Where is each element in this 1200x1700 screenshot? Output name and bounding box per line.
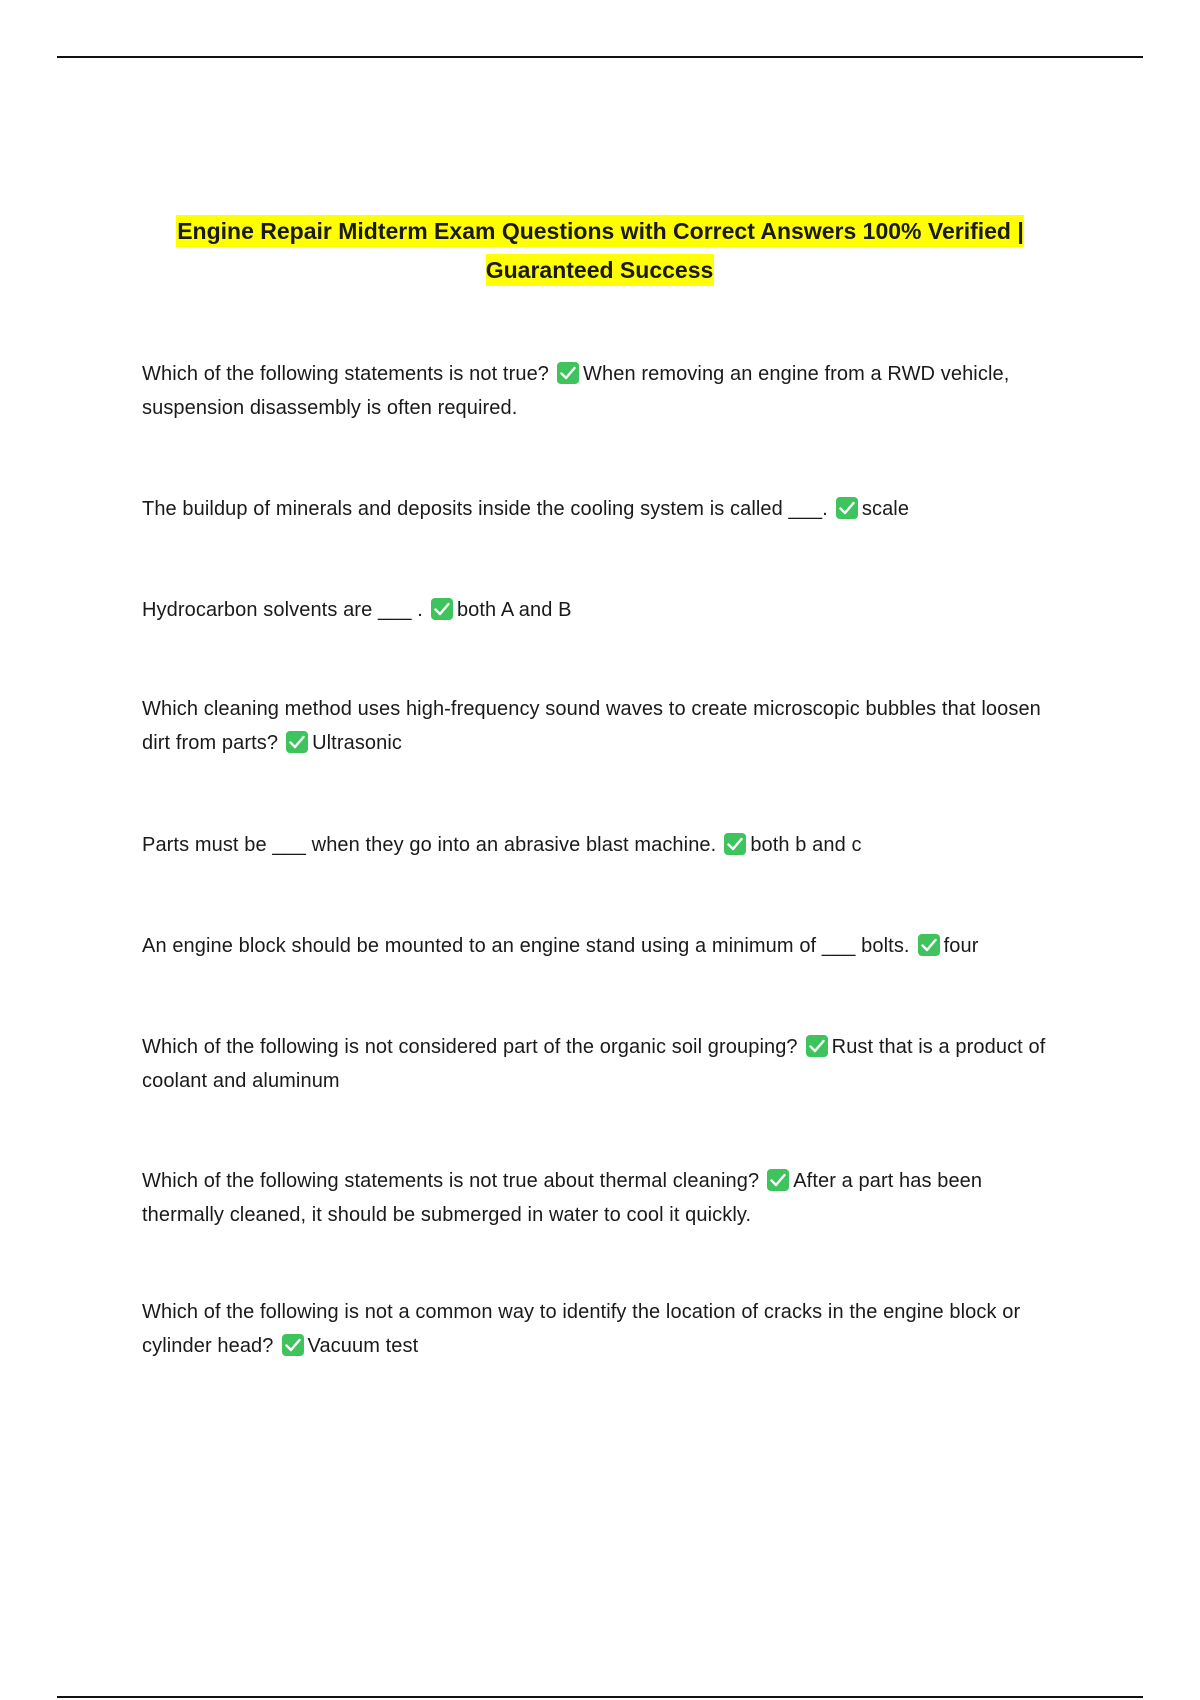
checkmark-icon	[557, 362, 579, 384]
title-text: Engine Repair Midterm Exam Questions with Correct Answers 100% Verified | Guaranteed Success	[176, 215, 1024, 286]
qa-item	[142, 492, 1062, 526]
answer-text: When removing an engine from a RWD vehicle, suspension disassembly is often required.	[142, 363, 1010, 419]
answer-text: After a part has been thermally cleaned, it should be submerged in water to cool it quickly.	[142, 1170, 983, 1226]
checkmark-icon	[918, 934, 940, 956]
question-text: Which cleaning method uses high-frequency sound waves to create microscopic bubbles that loosen dirt from parts?	[142, 698, 1041, 754]
qa-item	[142, 1030, 1062, 1098]
qa-item	[142, 692, 1062, 760]
answer-text: both A and B	[456, 599, 572, 621]
question-text: Which of the following is not a common way to identify the location of cracks in the engine block or cylinder head?	[142, 1301, 1021, 1357]
top-rule	[57, 56, 1143, 58]
qa-item	[142, 929, 1062, 963]
qa-item	[142, 1164, 1062, 1232]
question-text: The buildup of minerals and deposits inside the cooling system is called ___.	[142, 498, 828, 520]
qa-item	[142, 828, 1062, 862]
bottom-rule	[57, 1696, 1143, 1698]
answer-text: Ultrasonic	[312, 732, 403, 754]
question-text: Which of the following is not considered part of the organic soil grouping?	[142, 1036, 798, 1058]
qa-item	[142, 593, 1062, 627]
question-text: Which of the following statements is not true?	[142, 363, 550, 385]
answer-text: four	[943, 935, 979, 957]
question-text: An engine block should be mounted to an engine stand using a minimum of ___ bolts.	[142, 935, 910, 957]
question-text: Hydrocarbon solvents are ___ .	[142, 599, 423, 621]
document-title	[140, 212, 1060, 290]
answer-text: Rust that is a product of coolant and aluminum	[142, 1036, 1046, 1092]
checkmark-icon	[836, 497, 858, 519]
answer-text: scale	[861, 498, 910, 520]
answer-text: both b and c	[750, 834, 862, 856]
question-text: Parts must be ___ when they go into an abrasive blast machine.	[142, 834, 717, 856]
qa-item	[142, 357, 1062, 425]
qa-item	[142, 1295, 1062, 1363]
checkmark-icon	[724, 833, 746, 855]
answer-text: Vacuum test	[307, 1335, 419, 1357]
checkmark-icon	[431, 598, 453, 620]
question-text: Which of the following statements is not true about thermal cleaning?	[142, 1170, 760, 1192]
checkmark-icon	[282, 1334, 304, 1356]
checkmark-icon	[806, 1035, 828, 1057]
checkmark-icon	[286, 731, 308, 753]
checkmark-icon	[767, 1169, 789, 1191]
